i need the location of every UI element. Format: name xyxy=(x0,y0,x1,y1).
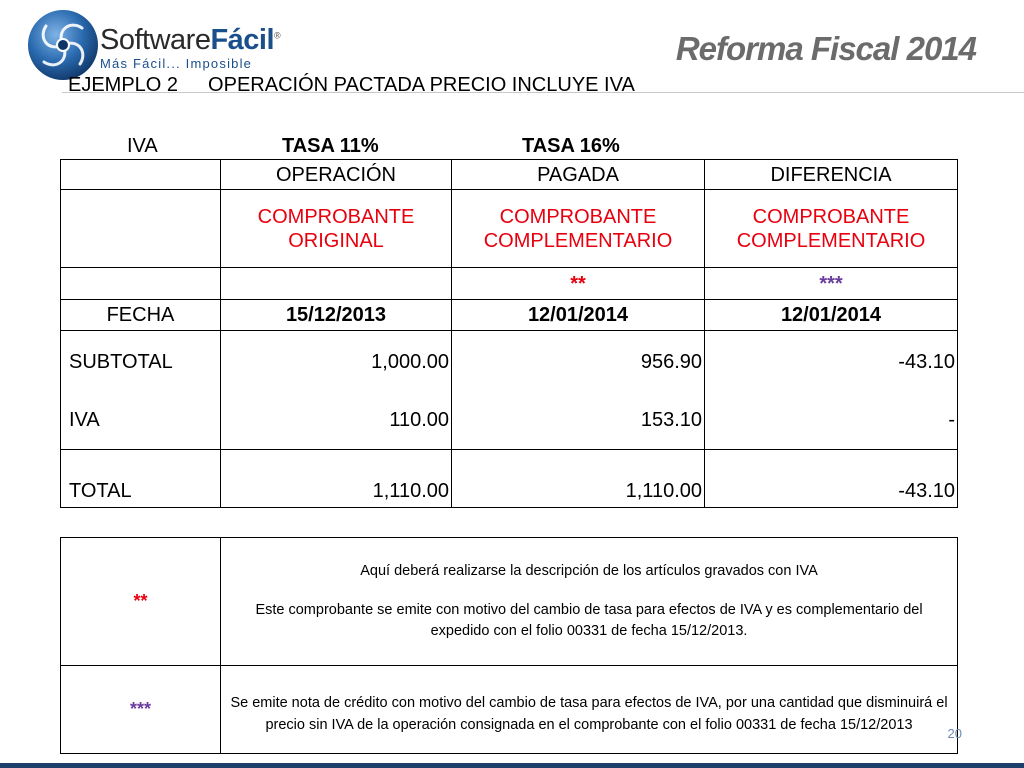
value-cell: 1,110.00 xyxy=(221,450,452,508)
brand-tagline: Más Fácil... Imposible xyxy=(100,56,253,71)
value-cell: 110.00 xyxy=(389,409,449,431)
row-label: SUBTOTAL xyxy=(69,351,173,373)
fecha-row xyxy=(61,300,958,331)
doc-type-cell: COMPROBANTE COMPLEMENTARIO xyxy=(705,190,958,268)
mark-cell: *** xyxy=(705,268,958,300)
mark-cell: ** xyxy=(452,268,705,300)
fecha-cell: 12/01/2014 xyxy=(705,300,958,331)
header-title: Reforma Fiscal 2014 xyxy=(675,30,976,67)
column-header: PAGADA xyxy=(452,160,705,190)
table-header-row xyxy=(61,160,958,190)
value-cell: 153.10 xyxy=(640,409,702,431)
example-label: EJEMPLO 2 xyxy=(68,74,179,96)
rate-label: IVA xyxy=(127,135,158,157)
total-row xyxy=(61,450,958,508)
row-labels xyxy=(61,331,221,450)
table-cell xyxy=(61,190,221,268)
page-number: 20 xyxy=(947,726,962,741)
rate-old: TASA 11% xyxy=(282,135,379,157)
value-cell: 1,000.00 xyxy=(371,351,449,373)
rate-new: TASA 16% xyxy=(522,135,620,157)
doc-type-cell: COMPROBANTE ORIGINAL xyxy=(221,190,452,268)
note-mark: ** xyxy=(61,538,221,666)
values-cell xyxy=(705,331,958,450)
doc-type-cell: COMPROBANTE COMPLEMENTARIO xyxy=(452,190,705,268)
table-cell xyxy=(61,268,221,300)
note-line: Este comprobante se emite con motivo del cambio de tasa para efectos de IVA y es complementario del expedido con el folio 00331 de fecha 15/12/2013. xyxy=(255,601,923,639)
note-mark: *** xyxy=(61,666,221,754)
brand-name: SoftwareFácil® xyxy=(100,24,281,56)
mark-cell xyxy=(221,268,452,300)
value-cell: - xyxy=(948,409,955,431)
fecha-cell: 15/12/2013 xyxy=(221,300,452,331)
value-cell: -43.10 xyxy=(898,351,955,373)
value-cell: 956.90 xyxy=(640,351,702,373)
note-row xyxy=(61,666,958,754)
fecha-label: FECHA xyxy=(61,300,221,331)
value-cell: -43.10 xyxy=(705,450,958,508)
row-label: TOTAL xyxy=(61,450,221,508)
footer-bar xyxy=(0,763,1024,768)
globe-swirl-icon xyxy=(26,8,100,82)
notes-table xyxy=(60,537,958,754)
comparison-table xyxy=(60,159,958,508)
values-row xyxy=(61,331,958,450)
slide-title xyxy=(68,74,635,97)
mark-row xyxy=(61,268,958,300)
fecha-cell: 12/01/2014 xyxy=(452,300,705,331)
column-header: OPERACIÓN xyxy=(221,160,452,190)
note-row xyxy=(61,538,958,666)
value-cell: 1,110.00 xyxy=(452,450,705,508)
values-cell xyxy=(452,331,705,450)
example-title: OPERACIÓN PACTADA PRECIO INCLUYE IVA xyxy=(208,74,635,96)
note-text-cell xyxy=(221,666,958,754)
values-cell xyxy=(221,331,452,450)
doc-type-row xyxy=(61,190,958,268)
note-text-cell xyxy=(221,538,958,666)
column-header: DIFERENCIA xyxy=(705,160,958,190)
softwarefacil-logo xyxy=(26,6,281,82)
note-line: Aquí deberá realizarse la descripción de los artículos gravados con IVA xyxy=(360,562,818,579)
note-line: Se emite nota de crédito con motivo del cambio de tasa para efectos de IVA, por una cantidad que disminuirá el precio sin IVA de la operación consignada en el comprobante con el folio 00331 de fecha 15/12/2013 xyxy=(230,695,948,733)
row-label: IVA xyxy=(69,409,100,431)
table-cell xyxy=(61,160,221,190)
